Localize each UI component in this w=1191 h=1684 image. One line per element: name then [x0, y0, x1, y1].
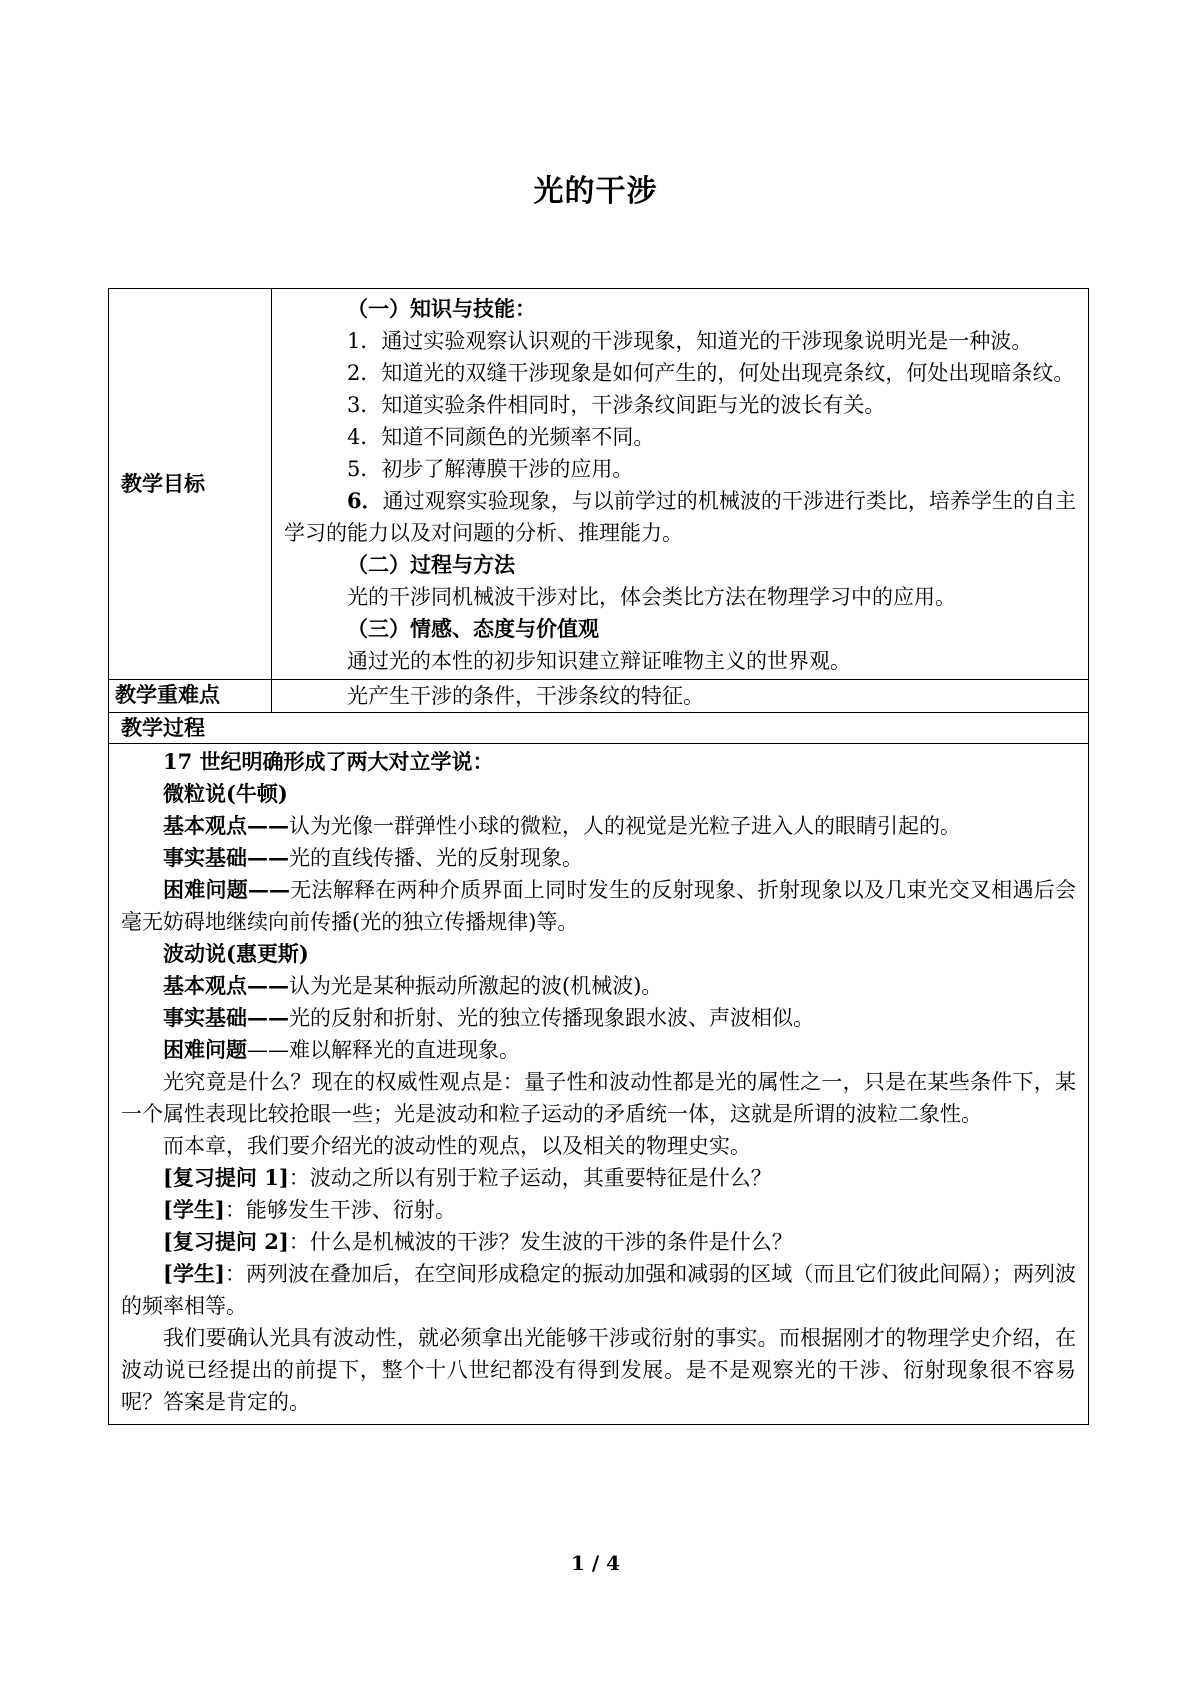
- values-heading: （三）情感、态度与价值观: [347, 616, 599, 641]
- values-text: 通过光的本性的初步知识建立辩证唯物主义的世界观。: [347, 649, 851, 673]
- process-content-row: [109, 744, 1089, 1425]
- knowledge-skills-heading: （一）知识与技能：: [347, 296, 536, 321]
- theory1-difficulty: 困难问题——无法解释在两种介质界面上同时发生的反射现象、折射现象以及几束光交叉相遇后会毫无妨碍地继续向前传播(光的独立传播规律)等。: [121, 877, 1077, 934]
- process-content: [109, 744, 1089, 1425]
- student-answer-2: [学生]：两列波在叠加后，在空间形成稳定的振动加强和减弱的区域（而且它们彼此间隔）；两列波的频率相等。: [121, 1261, 1077, 1318]
- objectives-label: 教学目标: [109, 289, 272, 680]
- review-question-2: [复习提问 2]：什么是机械波的干涉？发生波的干涉的条件是什么？: [163, 1229, 793, 1254]
- difficulty-text: 光产生干涉的条件，干涉条纹的特征。: [347, 684, 704, 708]
- theory2-basic: 基本观点——认为光是某种振动所激起的波(机械波)。: [163, 973, 663, 998]
- theory1-title: 微粒说(牛顿): [163, 781, 288, 806]
- review-question-1: [复习提问 1]：波动之所以有别于粒子运动，其重要特征是什么？: [163, 1165, 772, 1190]
- lesson-plan-table: [108, 288, 1089, 1425]
- process-methods-heading: （二）过程与方法: [347, 552, 515, 577]
- process-title-row: [109, 713, 1089, 744]
- objective-item: 6．通过观察实验现象，与以前学过的机械波的干涉进行类比，培养学生的自主学习的能力以及对问题的分析、推理能力。: [284, 488, 1076, 545]
- theory1-fact: 事实基础——光的直线传播、光的反射现象。: [163, 845, 583, 870]
- chapter-paragraph: 而本章，我们要介绍光的波动性的观点，以及相关的物理史实。: [163, 1134, 751, 1158]
- theory2-title: 波动说(惠更斯): [163, 941, 309, 966]
- theory2-difficulty: 困难问题——难以解释光的直进现象。: [163, 1037, 520, 1062]
- process-intro: 17 世纪明确形成了两大对立学说：: [163, 749, 494, 774]
- objective-item: 4．知道不同颜色的光频率不同。: [347, 425, 655, 449]
- theory2-fact: 事实基础——光的反射和折射、光的独立传播现象跟水波、声波相似。: [163, 1005, 814, 1030]
- process-methods-text: 光的干涉同机械波干涉对比，体会类比方法在物理学习中的应用。: [347, 585, 956, 609]
- objectives-row: [109, 289, 1089, 680]
- conclusion-paragraph: 我们要确认光具有波动性，就必须拿出光能够干涉或衍射的事实。而根据刚才的物理学史介绍，在波动说已经提出的前提下，整个十八世纪都没有得到发展。是不是观察光的干涉、衍射现象很不容易呢？答案是肯定的。: [121, 1326, 1076, 1414]
- nature-paragraph: 光究竟是什么？现在的权威性观点是：量子性和波动性都是光的属性之一，只是在某些条件下，某一个属性表现比较抢眼一些；光是波动和粒子运动的矛盾统一体，这就是所谓的波粒二象性。: [121, 1070, 1076, 1126]
- process-label: 教学过程: [109, 713, 1089, 744]
- difficulty-row: [109, 680, 1089, 713]
- objective-item: 5．初步了解薄膜干涉的应用。: [347, 457, 634, 481]
- theory1-basic: 基本观点——认为光像一群弹性小球的微粒，人的视觉是光粒子进入人的眼睛引起的。: [163, 813, 961, 838]
- difficulty-label: 教学重难点: [109, 680, 272, 713]
- page-number: 1 / 4: [570, 1551, 621, 1575]
- objective-item: 1．通过实验观察认识观的干涉现象，知道光的干涉现象说明光是一种波。: [347, 329, 1033, 353]
- student-answer-1: [学生]：能够发生干涉、衍射。: [163, 1197, 456, 1222]
- page-title: 光的干涉: [533, 174, 658, 209]
- objective-item: 3．知道实验条件相同时，干涉条纹间距与光的波长有关。: [347, 393, 886, 417]
- difficulty-content: [272, 680, 1089, 713]
- objectives-content: [272, 289, 1089, 680]
- objective-item: 2．知道光的双缝干涉现象是如何产生的，何处出现亮条纹，何处出现暗条纹。: [347, 361, 1075, 385]
